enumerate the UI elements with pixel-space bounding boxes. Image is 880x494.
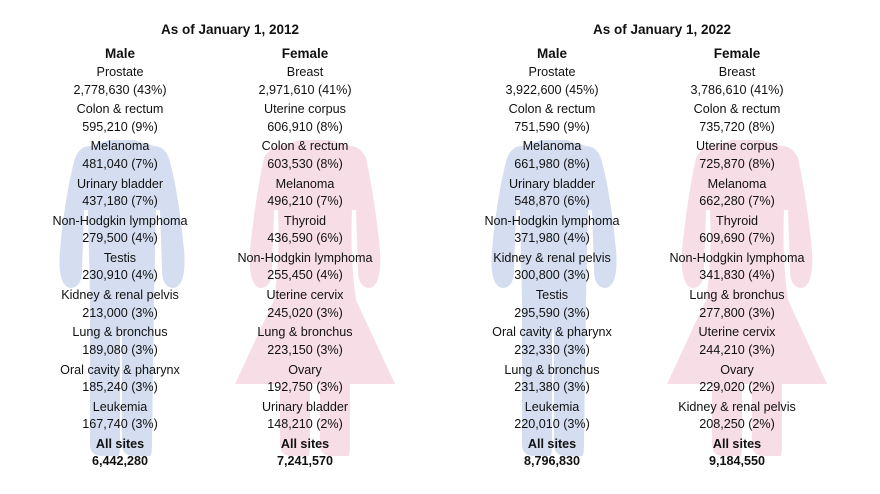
list-item — [647, 176, 827, 213]
cancer-site-value: 245,020 (3%) — [267, 305, 343, 320]
all-sites-total — [462, 436, 642, 470]
cancer-site-value: 662,280 (7%) — [699, 194, 775, 209]
cancer-site-name: Kidney & renal pelvis — [493, 250, 611, 265]
cancer-site-value: 436,590 (6%) — [267, 231, 343, 246]
cancer-site-name: Prostate — [528, 65, 576, 79]
list-item — [462, 176, 642, 213]
panel-title: As of January 1, 2022 — [592, 22, 732, 37]
cancer-site-value: 609,690 (7%) — [699, 231, 775, 246]
list-item — [30, 287, 210, 324]
cancer-site-name: Colon & rectum — [508, 102, 596, 117]
list-item — [462, 138, 642, 175]
cancer-site-name: Breast — [718, 65, 756, 79]
list-item — [647, 362, 827, 399]
cancer-site-value: 437,180 (7%) — [82, 194, 158, 209]
list-item — [30, 213, 210, 250]
total-value: 8,796,830 — [523, 453, 581, 468]
cancer-site-name: Ovary — [720, 362, 754, 377]
cancer-site-value: 232,330 (3%) — [514, 342, 590, 357]
list-item — [462, 287, 642, 324]
cancer-site-value: 192,750 (3%) — [267, 380, 343, 394]
cancer-site-value: 295,590 (3%) — [514, 305, 590, 320]
cancer-site-value: 725,870 (8%) — [699, 156, 775, 171]
female-column — [215, 44, 395, 470]
female-heading: Female — [713, 46, 761, 61]
list-item — [30, 64, 210, 101]
cancer-site-name: Non-Hodgkin lymphoma — [237, 250, 373, 265]
list-item — [215, 213, 395, 250]
panel-2022 — [462, 0, 862, 494]
cancer-site-value: 341,830 (4%) — [699, 268, 775, 283]
panel-title: As of January 1, 2012 — [160, 22, 300, 37]
list-item — [647, 287, 827, 324]
list-item — [462, 362, 642, 399]
cancer-site-value: 231,380 (3%) — [514, 380, 590, 394]
cancer-site-name: Oral cavity & pharynx — [492, 325, 612, 340]
list-item — [215, 399, 395, 436]
list-item — [30, 324, 210, 361]
cancer-site-name: Oral cavity & pharynx — [60, 362, 180, 377]
cancer-site-value: 548,870 (6%) — [514, 194, 590, 209]
cancer-site-value: 481,040 (7%) — [82, 156, 158, 171]
panel-2012 — [30, 0, 430, 494]
cancer-site-value: 229,020 (2%) — [699, 380, 775, 394]
list-item — [647, 138, 827, 175]
cancer-site-value: 277,800 (3%) — [699, 305, 775, 320]
total-value: 7,241,570 — [276, 453, 334, 468]
list-item — [647, 213, 827, 250]
list-item — [215, 64, 395, 101]
cancer-site-value: 300,800 (3%) — [514, 268, 590, 283]
cancer-site-value: 595,210 (9%) — [82, 119, 158, 134]
cancer-site-value: 279,500 (4%) — [82, 231, 158, 246]
list-item — [215, 287, 395, 324]
cancer-site-name: Melanoma — [707, 176, 767, 191]
cancer-site-value: 603,530 (8%) — [267, 156, 343, 171]
cancer-site-value: 230,910 (4%) — [82, 268, 158, 283]
cancer-site-value: 255,450 (4%) — [267, 268, 343, 283]
list-item — [647, 324, 827, 361]
cancer-site-name: Lung & bronchus — [504, 362, 600, 377]
cancer-site-value: 751,590 (9%) — [514, 119, 590, 134]
total-label: All sites — [280, 436, 330, 451]
cancer-site-name: Testis — [103, 250, 137, 265]
list-item — [462, 399, 642, 436]
list-item — [462, 324, 642, 361]
male-heading: Male — [536, 46, 567, 61]
cancer-site-value: 213,000 (3%) — [82, 305, 158, 320]
list-item — [215, 362, 395, 399]
list-item — [30, 399, 210, 436]
female-column — [647, 44, 827, 470]
cancer-site-value: 185,240 (3%) — [82, 380, 158, 394]
total-value: 6,442,280 — [91, 453, 149, 468]
cancer-site-value: 3,922,600 (45%) — [505, 82, 599, 97]
list-item — [215, 250, 395, 287]
list-item — [215, 176, 395, 213]
list-item — [647, 399, 827, 436]
cancer-site-name: Uterine corpus — [696, 139, 778, 154]
cancer-site-name: Prostate — [96, 65, 144, 79]
cancer-site-name: Uterine cervix — [266, 288, 344, 303]
cancer-site-value: 167,740 (3%) — [82, 417, 158, 432]
list-item — [647, 64, 827, 101]
list-item — [30, 362, 210, 399]
cancer-site-name: Leukemia — [92, 399, 148, 414]
cancer-site-name: Thyroid — [284, 213, 326, 228]
cancer-site-name: Colon & rectum — [261, 139, 349, 154]
list-item — [30, 176, 210, 213]
cancer-site-value: 2,971,610 (41%) — [258, 82, 352, 97]
cancer-site-name: Lung & bronchus — [257, 325, 353, 340]
cancer-site-name: Thyroid — [716, 213, 758, 228]
cancer-site-name: Urinary bladder — [261, 399, 349, 414]
cancer-site-name: Ovary — [288, 362, 322, 377]
cancer-site-name: Urinary bladder — [76, 176, 164, 191]
cancer-site-name: Breast — [286, 65, 324, 79]
cancer-site-name: Non-Hodgkin lymphoma — [484, 213, 620, 228]
cancer-site-value: 371,980 (4%) — [514, 231, 590, 246]
total-label: All sites — [95, 436, 145, 451]
cancer-site-name: Urinary bladder — [508, 176, 596, 191]
list-item — [462, 64, 642, 101]
male-column — [30, 44, 210, 470]
cancer-site-name: Non-Hodgkin lymphoma — [52, 213, 188, 228]
cancer-site-value: 661,980 (8%) — [514, 156, 590, 171]
cancer-site-value: 3,786,610 (41%) — [690, 82, 784, 97]
cancer-site-name: Lung & bronchus — [72, 325, 168, 340]
cancer-site-value: 208,250 (2%) — [699, 417, 775, 432]
list-item — [462, 250, 642, 287]
all-sites-total — [215, 436, 395, 470]
cancer-site-name: Uterine corpus — [264, 102, 346, 117]
female-heading: Female — [281, 46, 329, 61]
cancer-site-value: 220,010 (3%) — [514, 417, 590, 432]
cancer-site-name: Testis — [535, 288, 569, 303]
cancer-site-name: Non-Hodgkin lymphoma — [669, 250, 805, 265]
cancer-site-name: Kidney & renal pelvis — [61, 288, 179, 303]
cancer-site-name: Kidney & renal pelvis — [678, 399, 796, 414]
cancer-site-name: Melanoma — [275, 176, 335, 191]
all-sites-total — [30, 436, 210, 470]
male-heading: Male — [104, 46, 135, 61]
total-label: All sites — [527, 436, 577, 451]
cancer-site-value: 2,778,630 (43%) — [73, 82, 167, 97]
male-column — [462, 44, 642, 470]
cancer-site-value: 496,210 (7%) — [267, 194, 343, 209]
cancer-site-name: Uterine cervix — [698, 325, 776, 340]
cancer-site-value: 244,210 (3%) — [699, 342, 775, 357]
list-item — [30, 101, 210, 138]
list-item — [215, 324, 395, 361]
cancer-site-value: 223,150 (3%) — [267, 342, 343, 357]
cancer-site-value: 606,910 (8%) — [267, 119, 343, 134]
list-item — [30, 250, 210, 287]
list-item — [462, 213, 642, 250]
list-item — [647, 250, 827, 287]
list-item — [462, 101, 642, 138]
cancer-site-name: Melanoma — [522, 139, 582, 154]
total-label: All sites — [712, 436, 762, 451]
cancer-site-name: Colon & rectum — [693, 102, 781, 117]
total-value: 9,184,550 — [708, 453, 766, 468]
cancer-site-name: Leukemia — [524, 399, 580, 414]
cancer-site-name: Colon & rectum — [76, 102, 164, 117]
all-sites-total — [647, 436, 827, 470]
cancer-site-value: 189,080 (3%) — [82, 342, 158, 357]
list-item — [30, 138, 210, 175]
list-item — [215, 138, 395, 175]
cancer-site-value: 735,720 (8%) — [699, 119, 775, 134]
list-item — [215, 101, 395, 138]
cancer-site-name: Melanoma — [90, 139, 150, 154]
cancer-site-name: Lung & bronchus — [689, 288, 785, 303]
cancer-site-value: 148,210 (2%) — [267, 417, 343, 432]
list-item — [647, 101, 827, 138]
